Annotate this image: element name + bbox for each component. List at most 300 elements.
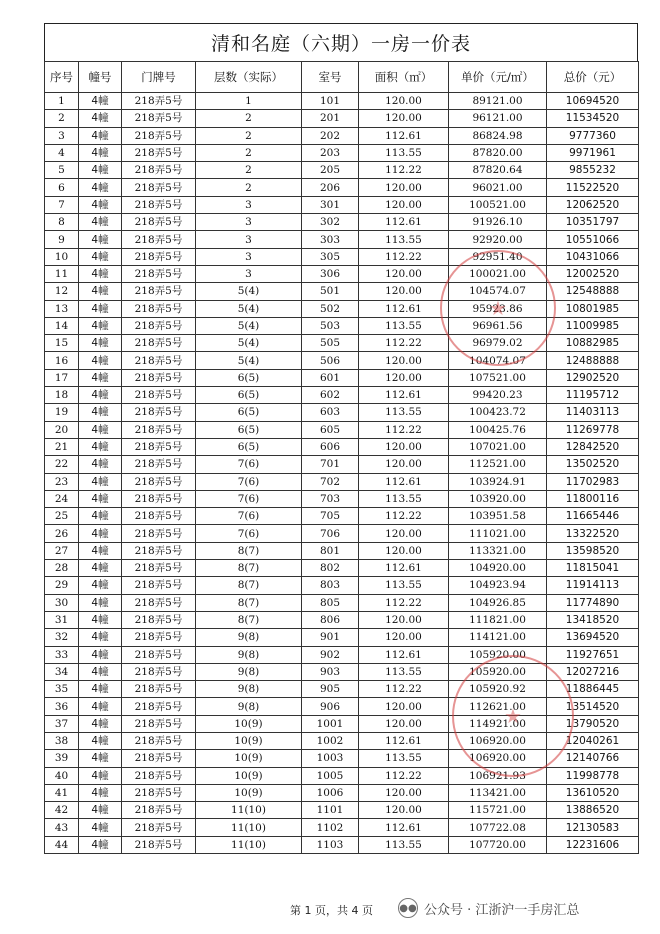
door-number-cell: 218弄5号 [122, 231, 196, 248]
total-price-cell: 13790520 [547, 715, 639, 732]
floor-cell: 5(4) [196, 300, 302, 317]
door-number-cell: 218弄5号 [122, 560, 196, 577]
floor-cell: 11(10) [196, 836, 302, 853]
floor-cell: 3 [196, 196, 302, 213]
room-number-cell: 806 [302, 611, 359, 628]
table-row [45, 456, 639, 473]
building-cell: 4幢 [79, 819, 122, 836]
room-number-cell: 305 [302, 248, 359, 265]
floor-cell: 3 [196, 248, 302, 265]
row-number-cell: 14 [45, 317, 79, 334]
floor-cell: 3 [196, 265, 302, 282]
column-header: 单价（元/㎡） [449, 62, 547, 93]
door-number-cell: 218弄5号 [122, 335, 196, 352]
area-cell: 112.22 [359, 335, 449, 352]
total-price-cell: 11774890 [547, 594, 639, 611]
row-number-cell: 44 [45, 836, 79, 853]
area-cell: 112.61 [359, 732, 449, 749]
total-price-cell: 13418520 [547, 611, 639, 628]
room-number-cell: 803 [302, 577, 359, 594]
building-cell: 4幢 [79, 490, 122, 507]
floor-cell: 9(8) [196, 681, 302, 698]
room-number-cell: 201 [302, 110, 359, 127]
floor-cell: 6(5) [196, 404, 302, 421]
door-number-cell: 218弄5号 [122, 473, 196, 490]
room-number-cell: 1103 [302, 836, 359, 853]
area-cell: 120.00 [359, 784, 449, 801]
row-number-cell: 17 [45, 369, 79, 386]
total-price-cell: 13514520 [547, 698, 639, 715]
area-cell: 120.00 [359, 438, 449, 455]
unit-price-cell: 86824.98 [449, 127, 547, 144]
total-price-cell: 9777360 [547, 127, 639, 144]
unit-price-cell: 105920.00 [449, 646, 547, 663]
row-number-cell: 43 [45, 819, 79, 836]
table-body [45, 93, 639, 854]
door-number-cell: 218弄5号 [122, 525, 196, 542]
row-number-cell: 11 [45, 265, 79, 282]
total-price-cell: 12842520 [547, 438, 639, 455]
room-number-cell: 505 [302, 335, 359, 352]
area-cell: 112.61 [359, 127, 449, 144]
floor-cell: 10(9) [196, 732, 302, 749]
floor-cell: 7(6) [196, 456, 302, 473]
floor-cell: 9(8) [196, 663, 302, 680]
floor-cell: 7(6) [196, 473, 302, 490]
floor-cell: 5(4) [196, 335, 302, 352]
room-number-cell: 905 [302, 681, 359, 698]
room-number-cell: 601 [302, 369, 359, 386]
unit-price-cell: 89121.00 [449, 93, 547, 110]
area-cell: 112.61 [359, 819, 449, 836]
door-number-cell: 218弄5号 [122, 819, 196, 836]
wechat-icon: ●● [398, 898, 418, 918]
door-number-cell: 218弄5号 [122, 144, 196, 161]
door-number-cell: 218弄5号 [122, 698, 196, 715]
door-number-cell: 218弄5号 [122, 767, 196, 784]
building-cell: 4幢 [79, 473, 122, 490]
column-header: 门牌号 [122, 62, 196, 93]
floor-cell: 6(5) [196, 387, 302, 404]
unit-price-cell: 95923.86 [449, 300, 547, 317]
unit-price-cell: 96961.56 [449, 317, 547, 334]
table-row [45, 767, 639, 784]
floor-cell: 5(4) [196, 352, 302, 369]
door-number-cell: 218弄5号 [122, 802, 196, 819]
floor-cell: 8(7) [196, 577, 302, 594]
unit-price-cell: 105920.00 [449, 663, 547, 680]
building-cell: 4幢 [79, 404, 122, 421]
area-cell: 112.22 [359, 162, 449, 179]
unit-price-cell: 107720.00 [449, 836, 547, 853]
floor-cell: 8(7) [196, 560, 302, 577]
door-number-cell: 218弄5号 [122, 629, 196, 646]
building-cell: 4幢 [79, 93, 122, 110]
building-cell: 4幢 [79, 767, 122, 784]
building-cell: 4幢 [79, 456, 122, 473]
table-row [45, 836, 639, 853]
table-row [45, 577, 639, 594]
table-row [45, 231, 639, 248]
building-cell: 4幢 [79, 231, 122, 248]
floor-cell: 9(8) [196, 646, 302, 663]
total-price-cell: 11914113 [547, 577, 639, 594]
row-number-cell: 28 [45, 560, 79, 577]
door-number-cell: 218弄5号 [122, 490, 196, 507]
building-cell: 4幢 [79, 732, 122, 749]
area-cell: 112.61 [359, 214, 449, 231]
building-cell: 4幢 [79, 715, 122, 732]
total-price-cell: 11269778 [547, 421, 639, 438]
unit-price-cell: 103924.91 [449, 473, 547, 490]
floor-cell: 8(7) [196, 611, 302, 628]
area-cell: 112.22 [359, 594, 449, 611]
area-cell: 113.55 [359, 317, 449, 334]
table-row [45, 508, 639, 525]
row-number-cell: 3 [45, 127, 79, 144]
table-row [45, 335, 639, 352]
table-row [45, 352, 639, 369]
table-row [45, 438, 639, 455]
row-number-cell: 37 [45, 715, 79, 732]
unit-price-cell: 106920.00 [449, 750, 547, 767]
column-header: 总价（元） [547, 62, 639, 93]
door-number-cell: 218弄5号 [122, 110, 196, 127]
row-number-cell: 18 [45, 387, 79, 404]
room-number-cell: 1102 [302, 819, 359, 836]
building-cell: 4幢 [79, 248, 122, 265]
total-price-cell: 11009985 [547, 317, 639, 334]
door-number-cell: 218弄5号 [122, 300, 196, 317]
table-row [45, 681, 639, 698]
table-row [45, 421, 639, 438]
building-cell: 4幢 [79, 611, 122, 628]
floor-cell: 11(10) [196, 819, 302, 836]
room-number-cell: 605 [302, 421, 359, 438]
row-number-cell: 40 [45, 767, 79, 784]
table-row [45, 802, 639, 819]
column-header: 面积（㎡） [359, 62, 449, 93]
column-header: 层数（实际） [196, 62, 302, 93]
total-price-cell: 12140766 [547, 750, 639, 767]
room-number-cell: 802 [302, 560, 359, 577]
room-number-cell: 101 [302, 93, 359, 110]
room-number-cell: 705 [302, 508, 359, 525]
floor-cell: 2 [196, 144, 302, 161]
row-number-cell: 33 [45, 646, 79, 663]
unit-price-cell: 87820.00 [449, 144, 547, 161]
door-number-cell: 218弄5号 [122, 784, 196, 801]
row-number-cell: 42 [45, 802, 79, 819]
area-cell: 120.00 [359, 802, 449, 819]
table-row [45, 162, 639, 179]
unit-price-cell: 106921.93 [449, 767, 547, 784]
table-row [45, 611, 639, 628]
room-number-cell: 603 [302, 404, 359, 421]
price-sheet [44, 23, 638, 854]
table-row [45, 732, 639, 749]
area-cell: 113.55 [359, 836, 449, 853]
area-cell: 112.22 [359, 248, 449, 265]
area-cell: 120.00 [359, 525, 449, 542]
unit-price-cell: 115721.00 [449, 802, 547, 819]
table-row [45, 594, 639, 611]
building-cell: 4幢 [79, 110, 122, 127]
area-cell: 112.61 [359, 300, 449, 317]
floor-cell: 5(4) [196, 317, 302, 334]
total-price-cell: 11800116 [547, 490, 639, 507]
floor-cell: 9(8) [196, 698, 302, 715]
page-title: 清和名庭（六期）一房一价表 [44, 23, 638, 61]
door-number-cell: 218弄5号 [122, 93, 196, 110]
row-number-cell: 2 [45, 110, 79, 127]
building-cell: 4幢 [79, 594, 122, 611]
floor-cell: 6(5) [196, 369, 302, 386]
total-price-cell: 11665446 [547, 508, 639, 525]
unit-price-cell: 107722.08 [449, 819, 547, 836]
area-cell: 113.55 [359, 490, 449, 507]
room-number-cell: 502 [302, 300, 359, 317]
floor-cell: 6(5) [196, 438, 302, 455]
area-cell: 112.22 [359, 508, 449, 525]
total-price-cell: 12062520 [547, 196, 639, 213]
floor-cell: 1 [196, 93, 302, 110]
door-number-cell: 218弄5号 [122, 456, 196, 473]
door-number-cell: 218弄5号 [122, 248, 196, 265]
building-cell: 4幢 [79, 214, 122, 231]
area-cell: 120.00 [359, 283, 449, 300]
door-number-cell: 218弄5号 [122, 283, 196, 300]
area-cell: 112.61 [359, 473, 449, 490]
area-cell: 113.55 [359, 663, 449, 680]
area-cell: 120.00 [359, 629, 449, 646]
row-number-cell: 1 [45, 93, 79, 110]
unit-price-cell: 100425.76 [449, 421, 547, 438]
unit-price-cell: 111821.00 [449, 611, 547, 628]
unit-price-cell: 96979.02 [449, 335, 547, 352]
floor-cell: 5(4) [196, 283, 302, 300]
door-number-cell: 218弄5号 [122, 387, 196, 404]
door-number-cell: 218弄5号 [122, 265, 196, 282]
unit-price-cell: 104920.00 [449, 560, 547, 577]
unit-price-cell: 99420.23 [449, 387, 547, 404]
column-header: 幢号 [79, 62, 122, 93]
total-price-cell: 12902520 [547, 369, 639, 386]
row-number-cell: 38 [45, 732, 79, 749]
table-row [45, 214, 639, 231]
table-row [45, 317, 639, 334]
area-cell: 120.00 [359, 265, 449, 282]
row-number-cell: 22 [45, 456, 79, 473]
area-cell: 120.00 [359, 456, 449, 473]
area-cell: 113.55 [359, 404, 449, 421]
room-number-cell: 1001 [302, 715, 359, 732]
total-price-cell: 13502520 [547, 456, 639, 473]
door-number-cell: 218弄5号 [122, 681, 196, 698]
building-cell: 4幢 [79, 508, 122, 525]
total-price-cell: 11815041 [547, 560, 639, 577]
area-cell: 112.22 [359, 767, 449, 784]
room-number-cell: 906 [302, 698, 359, 715]
table-row [45, 784, 639, 801]
row-number-cell: 23 [45, 473, 79, 490]
area-cell: 120.00 [359, 611, 449, 628]
room-number-cell: 303 [302, 231, 359, 248]
door-number-cell: 218弄5号 [122, 317, 196, 334]
page-number: 第 1 页，共 4 页 [290, 904, 373, 917]
row-number-cell: 31 [45, 611, 79, 628]
row-number-cell: 25 [45, 508, 79, 525]
room-number-cell: 903 [302, 663, 359, 680]
unit-price-cell: 100521.00 [449, 196, 547, 213]
unit-price-cell: 105920.92 [449, 681, 547, 698]
table-row [45, 179, 639, 196]
total-price-cell: 12002520 [547, 265, 639, 282]
door-number-cell: 218弄5号 [122, 508, 196, 525]
table-row [45, 490, 639, 507]
row-number-cell: 41 [45, 784, 79, 801]
floor-cell: 7(6) [196, 525, 302, 542]
building-cell: 4幢 [79, 750, 122, 767]
column-header: 序号 [45, 62, 79, 93]
unit-price-cell: 114121.00 [449, 629, 547, 646]
building-cell: 4幢 [79, 698, 122, 715]
table-row [45, 542, 639, 559]
unit-price-cell: 112521.00 [449, 456, 547, 473]
building-cell: 4幢 [79, 629, 122, 646]
door-number-cell: 218弄5号 [122, 663, 196, 680]
total-price-cell: 12027216 [547, 663, 639, 680]
unit-price-cell: 113421.00 [449, 784, 547, 801]
row-number-cell: 21 [45, 438, 79, 455]
floor-cell: 10(9) [196, 750, 302, 767]
unit-price-cell: 104923.94 [449, 577, 547, 594]
room-number-cell: 503 [302, 317, 359, 334]
door-number-cell: 218弄5号 [122, 750, 196, 767]
building-cell: 4幢 [79, 802, 122, 819]
floor-cell: 11(10) [196, 802, 302, 819]
row-number-cell: 39 [45, 750, 79, 767]
unit-price-cell: 92920.00 [449, 231, 547, 248]
building-cell: 4幢 [79, 196, 122, 213]
building-cell: 4幢 [79, 179, 122, 196]
total-price-cell: 9855232 [547, 162, 639, 179]
building-cell: 4幢 [79, 335, 122, 352]
row-number-cell: 6 [45, 179, 79, 196]
room-number-cell: 602 [302, 387, 359, 404]
building-cell: 4幢 [79, 525, 122, 542]
room-number-cell: 606 [302, 438, 359, 455]
unit-price-cell: 100021.00 [449, 265, 547, 282]
door-number-cell: 218弄5号 [122, 542, 196, 559]
room-number-cell: 501 [302, 283, 359, 300]
row-number-cell: 12 [45, 283, 79, 300]
total-price-cell: 13610520 [547, 784, 639, 801]
row-number-cell: 8 [45, 214, 79, 231]
total-price-cell: 12488888 [547, 352, 639, 369]
floor-cell: 10(9) [196, 784, 302, 801]
total-price-cell: 13886520 [547, 802, 639, 819]
building-cell: 4幢 [79, 144, 122, 161]
room-number-cell: 902 [302, 646, 359, 663]
table-row [45, 265, 639, 282]
building-cell: 4幢 [79, 560, 122, 577]
unit-price-cell: 112621.00 [449, 698, 547, 715]
row-number-cell: 24 [45, 490, 79, 507]
unit-price-cell: 92951.40 [449, 248, 547, 265]
total-price-cell: 11927651 [547, 646, 639, 663]
room-number-cell: 1005 [302, 767, 359, 784]
total-price-cell: 10694520 [547, 93, 639, 110]
total-price-cell: 11702983 [547, 473, 639, 490]
area-cell: 120.00 [359, 110, 449, 127]
room-number-cell: 205 [302, 162, 359, 179]
room-number-cell: 301 [302, 196, 359, 213]
building-cell: 4幢 [79, 646, 122, 663]
building-cell: 4幢 [79, 542, 122, 559]
row-number-cell: 15 [45, 335, 79, 352]
table-row [45, 819, 639, 836]
table-row [45, 387, 639, 404]
table-header-row [45, 62, 639, 93]
table-row [45, 127, 639, 144]
door-number-cell: 218弄5号 [122, 611, 196, 628]
total-price-cell: 10551066 [547, 231, 639, 248]
building-cell: 4幢 [79, 421, 122, 438]
row-number-cell: 20 [45, 421, 79, 438]
area-cell: 112.22 [359, 421, 449, 438]
door-number-cell: 218弄5号 [122, 646, 196, 663]
unit-price-cell: 104574.07 [449, 283, 547, 300]
column-header: 室号 [302, 62, 359, 93]
row-number-cell: 16 [45, 352, 79, 369]
floor-cell: 8(7) [196, 594, 302, 611]
area-cell: 113.55 [359, 231, 449, 248]
building-cell: 4幢 [79, 438, 122, 455]
table-row [45, 715, 639, 732]
total-price-cell: 10431066 [547, 248, 639, 265]
row-number-cell: 36 [45, 698, 79, 715]
room-number-cell: 206 [302, 179, 359, 196]
building-cell: 4幢 [79, 577, 122, 594]
unit-price-cell: 106920.00 [449, 732, 547, 749]
unit-price-cell: 103951.58 [449, 508, 547, 525]
total-price-cell: 10801985 [547, 300, 639, 317]
row-number-cell: 10 [45, 248, 79, 265]
room-number-cell: 302 [302, 214, 359, 231]
room-number-cell: 203 [302, 144, 359, 161]
total-price-cell: 10882985 [547, 335, 639, 352]
table-row [45, 646, 639, 663]
table-row [45, 629, 639, 646]
row-number-cell: 26 [45, 525, 79, 542]
area-cell: 113.55 [359, 577, 449, 594]
area-cell: 113.55 [359, 144, 449, 161]
area-cell: 120.00 [359, 93, 449, 110]
row-number-cell: 13 [45, 300, 79, 317]
building-cell: 4幢 [79, 162, 122, 179]
total-price-cell: 11403113 [547, 404, 639, 421]
total-price-cell: 11886445 [547, 681, 639, 698]
floor-cell: 3 [196, 231, 302, 248]
room-number-cell: 306 [302, 265, 359, 282]
area-cell: 120.00 [359, 698, 449, 715]
door-number-cell: 218弄5号 [122, 127, 196, 144]
total-price-cell: 12231606 [547, 836, 639, 853]
unit-price-cell: 107521.00 [449, 369, 547, 386]
door-number-cell: 218弄5号 [122, 836, 196, 853]
total-price-cell: 11534520 [547, 110, 639, 127]
